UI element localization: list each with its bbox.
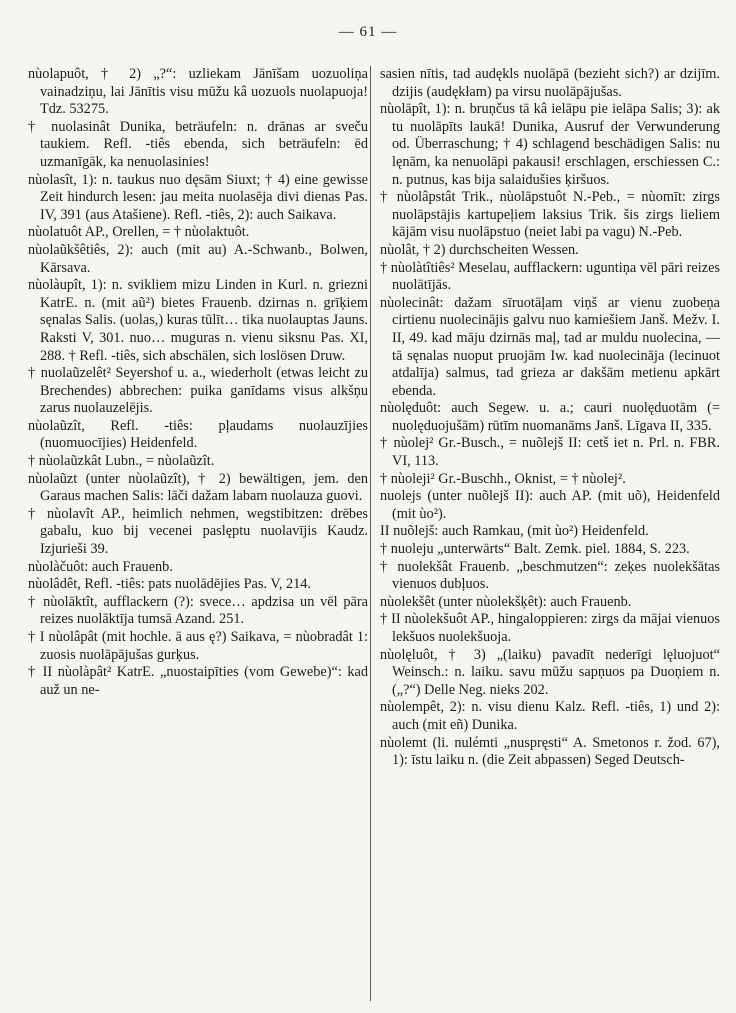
dictionary-entry: † nùolāktît, aufflackern (?): svece… apdzisa un vēl pāra reizes nuolāktīja tumsā Azand. 251.: [28, 593, 368, 628]
dictionary-entry: nùolecinât: dažam sīruotāļam viņš ar vienu zuobeņa cirtienu nuolecinājis galvu nuo kamiešiem Janš. Mežv. I. II, 49. kad māju dzirnās maļ, tad ar muldu nuolecina, — tā sęnalas nuoput pruojām Iw. kad nuolecināja (lecinuot atdalīja) salmus, tad grieza ar dakšām metienu apkārt ebenda.: [380, 294, 720, 399]
dictionary-entry: † nuolekšât Frauenb. „beschmutzen“: zeķes nuolekšātas vienuos dubļuos.: [380, 558, 720, 593]
dictionary-entry: nùolàupît, 1): n. svikliem mizu Linden in Kurl. n. griezni KatrE. n. (mit aũ²) bietes Frauenb. dzirnas n. grīķiem sęnalas Salis. (uolas,) kuras tūlīt… tika nuolauptas Jauns. Raksti V, 301. nuo… muguras n. vienu siksnu Pas. XI, 288. † Refl. -tiês, sich abschälen, sich loslösen Druw.: [28, 277, 368, 364]
dictionary-entry: † nùolâpstât Trik., nùolāpstuôt N.-Peb., = nùomīt: zirgs nuolāpstājis kartupeļiem laksius Trik. šis zirgs lieliem kājām visu nuolāpstuo (neiet labi pa vagu) N.-Peb.: [380, 189, 720, 241]
dictionary-entry: nùolapuôt, † 2) „?“: uzliekam Jānīšam uozuoliņa vainadziņu, lai Jānītis visu mūžu kâ uozuols nuolapuoja! Tdz. 53275.: [28, 66, 368, 118]
page-number: — 61 —: [338, 24, 398, 40]
dictionary-entry: nuolejs (unter nuõlejš II): auch AP. (mit uõ), Heidenfeld (mit ùo²).: [380, 488, 720, 522]
dictionary-entry: † nùolej² Gr.-Busch., = nuõlejš II: cetš iet n. Prl. n. FBR. VI, 113.: [380, 435, 720, 470]
dictionary-entry: nùolaũkšêtiês, 2): auch (mit au) A.-Schwanb., Bolwen, Kārsava.: [28, 241, 368, 276]
dictionary-entry: nùolât, † 2) durchscheiten Wessen.: [380, 241, 579, 258]
dictionary-entry: nùolaũzît, Refl. -tiês: pļaudams nuolauzījies (nuomuocījies) Heidenfeld.: [28, 417, 368, 452]
dictionary-entry: nùolempêt, 2): n. visu dienu Kalz. Refl. -tiês, 1) und 2): auch (mit eñ) Dunika.: [380, 699, 720, 733]
column-divider: [370, 66, 371, 1001]
dictionary-entry: nùolāpît, 1): n. bruņčus tā kâ ielāpu pie ielāpa Salis; 3): ak tu nuolāpīts laukā! Dunika, Ausruf der Verwunderung od. Überraschung; † 4) schlagend beschädigen Salis: nu lęnām, ka nenuolāpi pakausi! erschlagen, erschiessen C.: n. putnus, kas bija salaidušies ķiršuos.: [380, 101, 720, 188]
dictionary-entry: † nùoleji² Gr.-Buschh., Oknist, = † nùolej².: [380, 470, 626, 487]
left-column: [28, 66, 368, 699]
dictionary-entry: nùolatuôt AP., Orellen, = † nùolaktuôt.: [28, 224, 250, 241]
dictionary-entry: † nùolavît AP., heimlich nehmen, wegstibitzen: drēbes gabalu, kuo bij vecenei paslęptu nuolavījis Kaudz. Izjurieši 39.: [28, 505, 368, 558]
dictionary-entry: † nùolaũzkât Lubn., = nùolaũzît.: [28, 453, 215, 470]
dictionary-entry: † II nùolekšuôt AP., hingaloppieren: zirgs da mājai vienuos lekšuos nuolekšuoja.: [380, 611, 720, 645]
dictionary-entry: nùolâdêt, Refl. -tiês: pats nuolādējies Pas. V, 214.: [28, 576, 311, 593]
dictionary-entry: sasien nītis, tad audękls nuolāpā (bezieht sich?) ar dzijīm. dzijis (audękłam) pa virsu nuolāpājušas.: [380, 66, 720, 100]
dictionary-entry: † II nùolàpât² KatrE. „nuostaipīties (vom Gewebe)“: kad auž un ne-: [28, 664, 368, 698]
dictionary-entry: nùolęluôt, † 3) „(laiku) pavadīt nederīgi lęluojuot“ Weinsch.: n. laiku. savu mūžu sapņuos pa Duoņiem n. („?“) Delle Neg. nieks 202.: [380, 646, 720, 698]
dictionary-entry: nùolekšêt (unter nùolekšķêt): auch Frauenb.: [380, 593, 632, 610]
dictionary-entry: nùolaũzt (unter nùolaũzît), † 2) bewältigen, jem. den Garaus machen Salis: lāči dažam labam nuolauza guovi.: [28, 470, 368, 505]
dictionary-entry: † nuolasinât Dunika, beträufeln: n. drānas ar sveču taukiem. Refl. -tiês ebenda, sich beträufeln: ēd uzmanīgāk, ka nenuolasinies!: [28, 118, 368, 170]
dictionary-entry: † nuolaũzelêt² Seyershof u. a., wiederholt (etwas leicht zu Brechendes) abbrechen: puika ganīdams visus alkšņu zarus nuolauzelējis.: [28, 365, 368, 417]
dictionary-entry: II nuõlejš: auch Ramkau, (mit ùo²) Heidenfeld.: [380, 523, 649, 540]
dictionary-entry: † nuoleju „unterwärts“ Balt. Zemk. piel. 1884, S. 223.: [380, 541, 690, 558]
right-column: [380, 66, 720, 770]
dictionary-entry: nùolęduôt: auch Segew. u. a.; cauri nuolęduotām (= nuolęduojušām) rūtīm nuomanāms Janš. Līgava II, 335.: [380, 400, 720, 434]
dictionary-entry: † I nùolâpât (mit hochle. ā aus ę?) Saikava, = nùobradât 1: zuosis nuolāpājušas gurķus.: [28, 629, 368, 663]
dictionary-entry: nùolemt (li. nulémti „nuspręsti“ A. Smetonos r. žod. 67), 1): īstu laiku n. (die Zeit abpassen) Seged Deutsch-: [380, 734, 720, 769]
dictionary-entry: nùolàčuôt: auch Frauenb.: [28, 558, 173, 575]
dictionary-entry: † nùolàtîtiês² Meselau, aufflackern: uguntiņa vēl pāri reizes nuolātījās.: [380, 259, 720, 294]
dictionary-entry: nùolasît, 1): n. taukus nuo dęsām Siuxt; † 4) eine gewisse Zeit hindurch lesen: jau meita nuolasēja divi dienas Pas. IV, 391 (aus Atašiene). Refl. -tiês, 2): auch Saikava.: [28, 171, 368, 223]
